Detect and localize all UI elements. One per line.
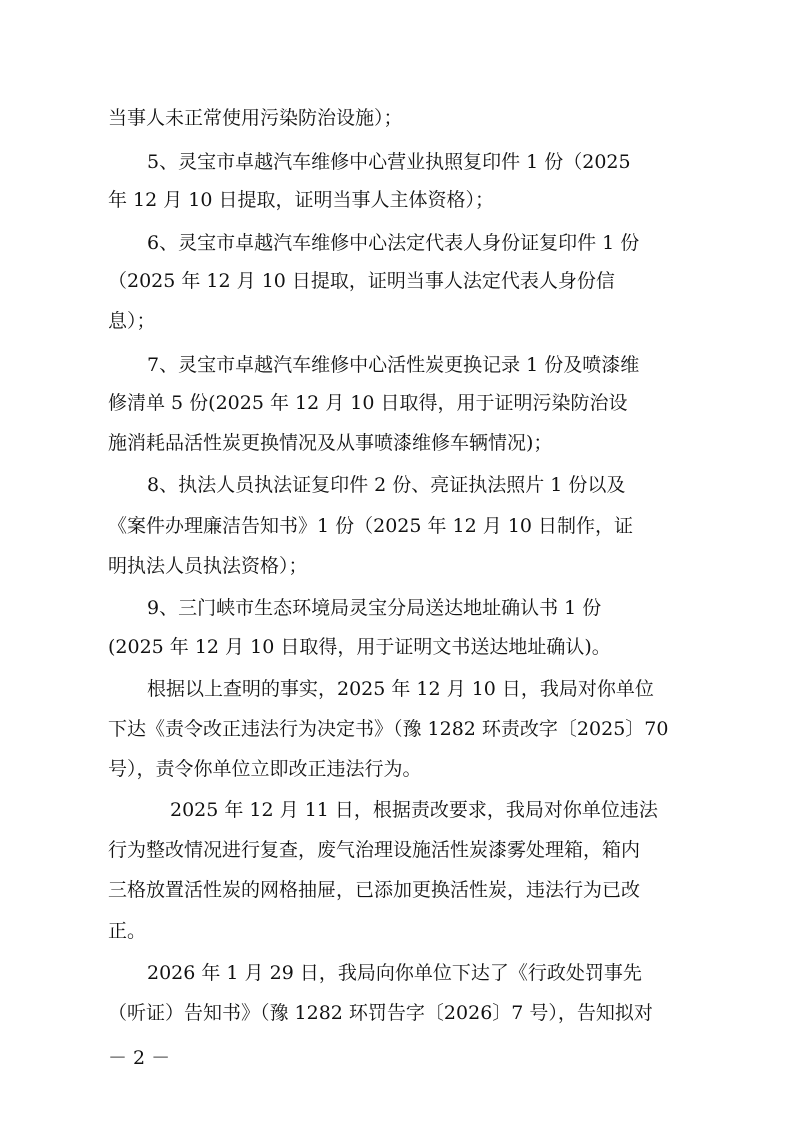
text-line: 7、灵宝市卓越汽车维修中心活性炭更换记录 1 份及喷漆维: [147, 354, 640, 376]
text-line: （2025 年 12 月 10 日提取，证明当事人法定代表人身份信: [108, 270, 615, 292]
text-line: （听证）告知书》（豫 1282 环罚告字〔2026〕7 号），告知拟对: [108, 1002, 653, 1024]
text-line: 2025 年 12 月 11 日，根据责改要求，我局对你单位违法: [170, 799, 658, 821]
text-line: 三格放置活性炭的网格抽屉，已添加更换活性炭，违法行为已改: [108, 879, 641, 901]
text-line: 2026 年 1 月 29 日，我局向你单位下达了《行政处罚事先: [147, 962, 642, 984]
text-line: 9、三门峡市生态环境局灵宝分局送达地址确认书 1 份: [147, 597, 602, 619]
text-line: 6、灵宝市卓越汽车维修中心法定代表人身份证复印件 1 份: [147, 232, 640, 254]
text-line: 《案件办理廉洁告知书》1 份（2025 年 12 月 10 日制作，证: [108, 515, 634, 537]
text-line: 当事人未正常使用污染防治设施）；: [108, 107, 403, 129]
text-line: 正。: [108, 920, 147, 942]
text-line: (2025 年 12 月 10 日取得，用于证明文书送达地址确认)。: [108, 636, 611, 658]
text-line: 施消耗品活性炭更换情况及从事喷漆维修车辆情况)；: [108, 432, 553, 454]
text-line: 明执法人员执法资格）；: [108, 555, 308, 577]
text-line: 年 12 月 10 日提取，证明当事人主体资格）；: [108, 189, 495, 211]
text-line: 8、执法人员执法证复印件 2 份、亮证执法照片 1 份以及: [147, 474, 626, 496]
text-line: 号），责令你单位立即改正违法行为。: [108, 758, 422, 780]
text-line: 5、灵宝市卓越汽车维修中心营业执照复印件 1 份（2025: [147, 151, 631, 173]
text-line: 修清单 5 份(2025 年 12 月 10 日取得，用于证明污染防治设: [108, 392, 628, 414]
page-number: － 2 －: [108, 1047, 171, 1069]
text-line: 根据以上查明的事实，2025 年 12 月 10 日，我局对你单位: [147, 678, 654, 700]
text-line: 行为整改情况进行复查，废气治理设施活性炭漆雾处理箱，箱内: [108, 839, 641, 861]
text-line: 下达《责令改正违法行为决定书》（豫 1282 环责改字〔2025〕70: [108, 718, 669, 740]
text-line: 息）；: [108, 310, 156, 332]
